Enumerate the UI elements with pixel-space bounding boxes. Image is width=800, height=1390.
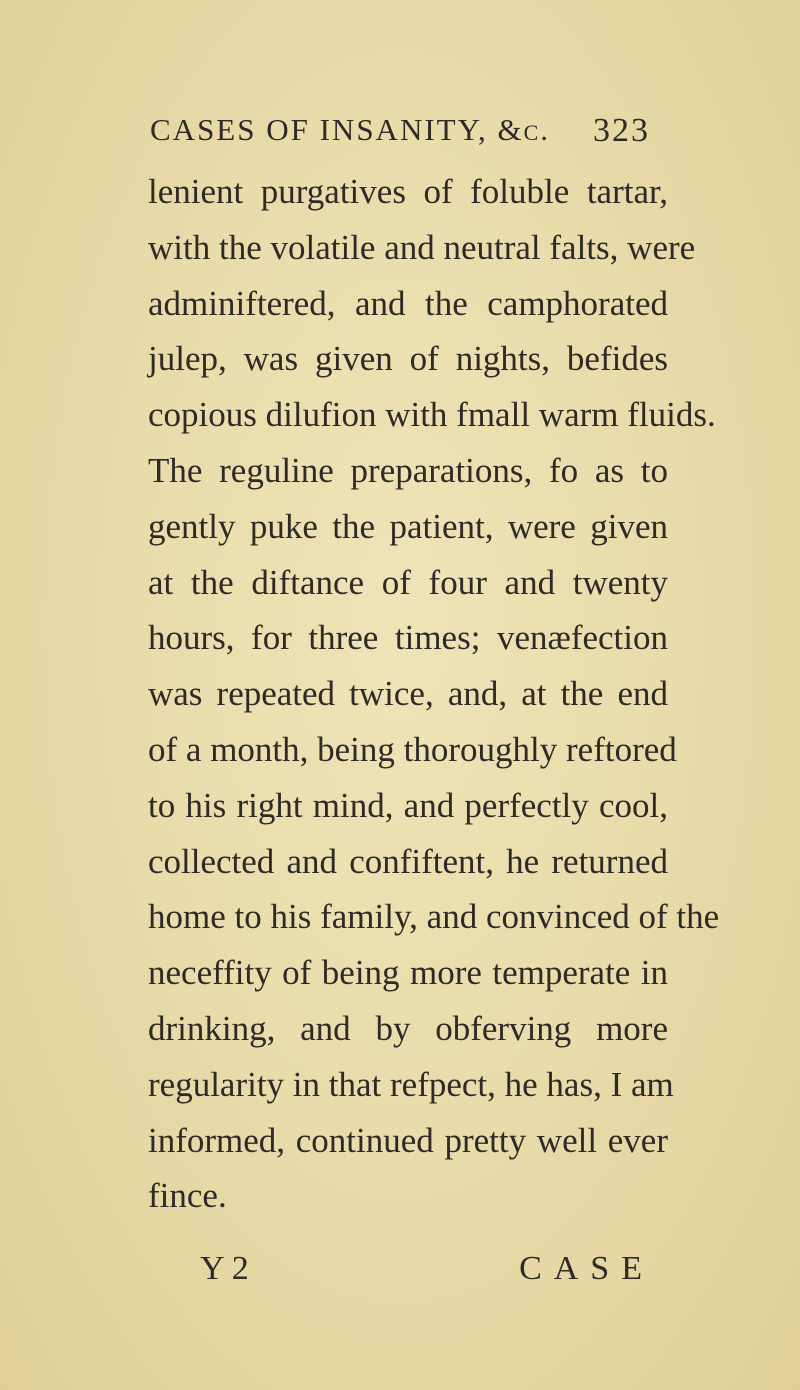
body-text xyxy=(148,164,720,1224)
page-number: 323 xyxy=(593,112,650,149)
text-line: regularity in that refpect, he has, I am xyxy=(148,1064,674,1104)
text-line: hours, for three times; venæfection xyxy=(148,618,668,658)
text-line: informed, continued pretty well ever xyxy=(148,1120,668,1160)
text-line: copious dilufion with fmall warm fluids. xyxy=(148,395,716,435)
catchword: CASE xyxy=(519,1250,654,1287)
text-line: neceffity of being more temperate in xyxy=(148,953,668,993)
text-line: The reguline preparations, fo as to xyxy=(148,450,668,490)
signature-mark: Y 2 xyxy=(200,1250,249,1287)
text-line: was repeated twice, and, at the end xyxy=(148,674,668,714)
text-line-last: fince. xyxy=(148,1176,227,1216)
text-line: home to his family, and convinced of the xyxy=(148,897,720,937)
page-footer xyxy=(200,1250,654,1300)
text-line: of a month, being thoroughly reftored xyxy=(148,729,677,769)
text-line: gently puke the patient, were given xyxy=(148,506,668,546)
text-line: drinking, and by obferving more xyxy=(148,1008,668,1048)
text-line: at the diftance of four and twenty xyxy=(148,562,668,602)
text-line: collected and confiftent, he returned xyxy=(148,841,668,881)
text-line: lenient purgatives of foluble tartar, xyxy=(148,172,668,211)
text-line: julep, was given of nights, befides xyxy=(148,339,668,379)
running-head: CASES OF INSANITY, &c. xyxy=(150,112,551,147)
page-header xyxy=(150,112,650,164)
text-line: adminiftered, and the camphorated xyxy=(148,283,668,323)
text-line: with the volatile and neutral falts, were xyxy=(148,227,696,267)
text-line: to his right mind, and perfectly cool, xyxy=(148,785,668,825)
